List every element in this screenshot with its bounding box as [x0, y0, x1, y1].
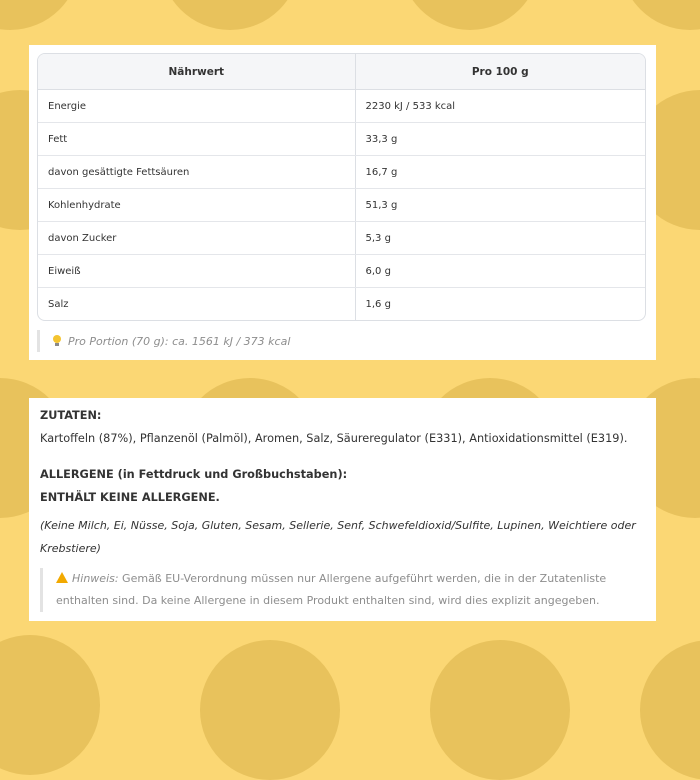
nutrient-name: Eiweiß [38, 255, 355, 288]
ingredients-text: Kartoffeln (87%), Pflanzenöl (Palmöl), Aromen, Salz, Säureregulator (E331), Antioxidationsmittel (E319). [40, 432, 628, 445]
ingredients-heading: ZUTATEN: [40, 409, 102, 422]
background-dot [430, 640, 570, 780]
nutrient-value: 1,6 g [355, 288, 645, 321]
table-row [38, 90, 645, 123]
hint-text: Gemäß EU-Verordnung müssen nur Allergene aufgeführt werden, die in der Zutatenliste enthalten sind. Da keine Allergene in diesem Produkt enthalten sind, wird dies explizit angegeben. [56, 572, 607, 607]
nutrition-card [29, 45, 656, 360]
warning-icon [56, 572, 68, 583]
portion-note-text: Pro Portion (70 g): ca. 1561 kJ / 373 kcal [68, 334, 291, 348]
nutrient-name: Fett [38, 123, 355, 156]
table-row [38, 222, 645, 255]
allergens-list: (Keine Milch, Ei, Nüsse, Soja, Gluten, Sesam, Sellerie, Senf, Schwefeldioxid/Sulfite, Lupinen, Weichtiere oder Krebstiere) [40, 519, 636, 555]
table-row [38, 255, 645, 288]
nutrient-name: Kohlenhydrate [38, 189, 355, 222]
background-dot [640, 640, 700, 780]
table-row [38, 288, 645, 321]
nutrient-name: davon Zucker [38, 222, 355, 255]
table-row [38, 156, 645, 189]
nutrient-value: 16,7 g [355, 156, 645, 189]
nutrient-name: Salz [48, 298, 69, 310]
column-header-per-100g: Pro 100 g [355, 54, 645, 90]
nutrition-table [38, 54, 645, 320]
nutrient-name: davon gesättigte Fettsäuren [38, 156, 355, 189]
nutrient-value: 51,3 g [355, 189, 645, 222]
nutrient-value: 2230 kJ / 533 kcal [355, 90, 645, 123]
nutrition-table-wrapper [37, 53, 646, 321]
background-dot [620, 0, 700, 30]
table-row [38, 189, 645, 222]
lightbulb-icon [52, 335, 62, 347]
background-dot [160, 0, 300, 30]
table-row [38, 123, 645, 156]
table-header-row [38, 54, 645, 90]
ingredients-card [29, 398, 656, 621]
nutrient-value: 5,3 g [355, 222, 645, 255]
nutrient-name: Energie [38, 90, 355, 123]
allergens-heading: ALLERGENE (in Fettdruck und Großbuchstaben): [40, 468, 348, 481]
portion-note [37, 330, 290, 352]
nutrient-value: 33,3 g [355, 123, 645, 156]
hint-note [40, 568, 654, 612]
allergens-statement: ENTHÄLT KEINE ALLERGENE. [40, 491, 220, 504]
background-dot [0, 635, 100, 775]
background-dot [0, 0, 80, 30]
column-header-nutrient: Nährwert [38, 54, 355, 90]
hint-label: Hinweis: [72, 572, 119, 585]
background-dot [400, 0, 540, 30]
background-dot [200, 640, 340, 780]
nutrient-value: 6,0 g [355, 255, 645, 288]
